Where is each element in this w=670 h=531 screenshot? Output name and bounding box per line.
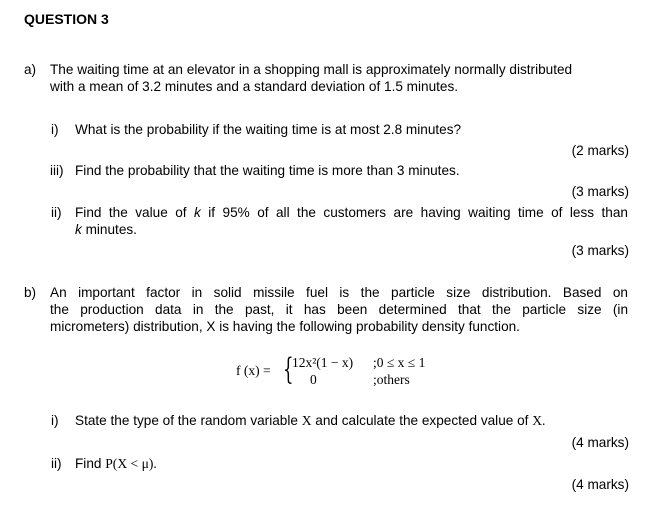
part-b-line1: An important factor in solid missile fuel is the particle size distribution. Based on bbox=[50, 285, 628, 300]
part-b-label: b) bbox=[24, 285, 37, 300]
pdf-brace: { bbox=[283, 352, 294, 387]
part-a-q3-line1 bbox=[75, 204, 628, 221]
part-a-q3-number: ii) bbox=[51, 205, 62, 220]
part-b-q2-marks: (4 marks) bbox=[571, 477, 629, 492]
part-a-q1-marks: (2 marks) bbox=[571, 143, 629, 158]
b-q1-var-x: X bbox=[301, 413, 312, 428]
part-a-q3-marks: (3 marks) bbox=[571, 243, 629, 258]
part-a-q3-line2 bbox=[75, 221, 137, 238]
pdf-case1-expr: 12x²(1 − x) bbox=[292, 355, 354, 370]
pdf-lhs: f (x) = bbox=[236, 363, 271, 378]
part-b-q1-marks: (4 marks) bbox=[571, 435, 629, 450]
part-b-q1-number: i) bbox=[51, 413, 59, 428]
b-q1-var-x2: X. bbox=[532, 413, 546, 428]
part-b-line2: the production data in the past, it has been determined that the particle size (in bbox=[50, 302, 628, 317]
b-q2-text-a: Find bbox=[75, 456, 106, 471]
pdf-case2-expr: 0 bbox=[310, 372, 317, 387]
pdf-case1-cond: ;0 ≤ x ≤ 1 bbox=[373, 355, 426, 370]
q3-line2-text: minutes. bbox=[81, 222, 137, 237]
part-a-q2-number: iii) bbox=[50, 163, 64, 178]
part-a-q1-text: What is the probability if the waiting time is at most 2.8 minutes? bbox=[75, 122, 462, 137]
b-q1-text-b: and calculate the expected value of bbox=[311, 413, 533, 428]
part-a-intro-line2: with a mean of 3.2 minutes and a standard deviation of 1.5 minutes. bbox=[50, 79, 459, 94]
question-title: QUESTION 3 bbox=[24, 11, 109, 27]
part-a-q2-text: Find the probability that the waiting time is more than 3 minutes. bbox=[75, 163, 460, 178]
pdf-formula bbox=[236, 353, 476, 393]
part-a-q2-marks: (3 marks) bbox=[571, 184, 629, 199]
part-b-line3: micrometers) distribution, X is having the following probability density function. bbox=[50, 319, 520, 334]
part-a-label: a) bbox=[24, 62, 37, 77]
part-a-intro-line1: The waiting time at an elevator in a shopping mall is approximately normally distributed bbox=[50, 62, 573, 77]
part-b-q1-text bbox=[75, 412, 545, 429]
part-b-q2-number: ii) bbox=[51, 456, 62, 471]
part-a-q1-number: i) bbox=[51, 122, 59, 137]
b-q1-text-a: State the type of the random variable bbox=[75, 413, 302, 428]
part-b-q2-text bbox=[75, 455, 157, 472]
b-q2-expr: P(X < μ). bbox=[105, 456, 157, 471]
q3-var-k-2: k bbox=[75, 222, 82, 237]
q3-text-a: Find the value of bbox=[75, 205, 195, 220]
pdf-case2-cond: ;others bbox=[373, 372, 410, 387]
q3-text-b: if 95% of all the customers are having waiting time of less than bbox=[200, 205, 628, 220]
q3-var-k: k bbox=[194, 205, 201, 220]
